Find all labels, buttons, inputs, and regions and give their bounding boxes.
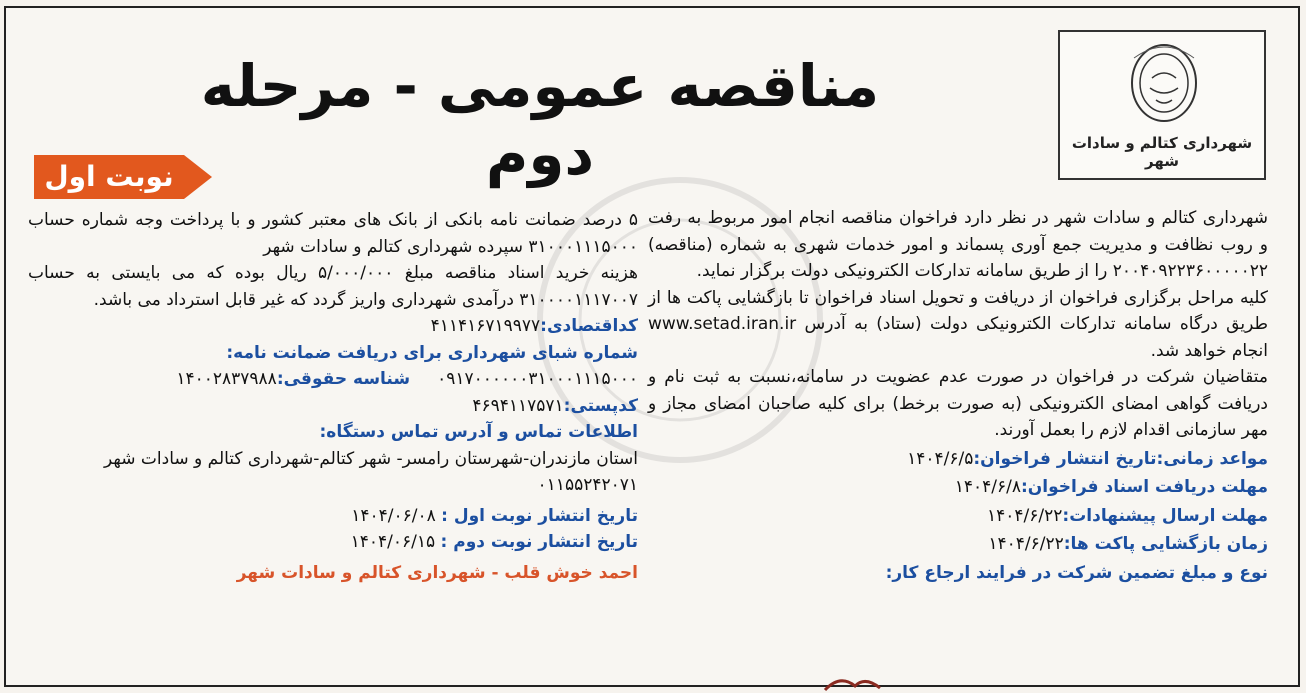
postal-code-label: کدپستی: (563, 395, 638, 416)
document-fee-paragraph: هزینه خرید اسناد مناقصه مبلغ ۵/۰۰۰/۰۰۰ ریال بوده که می بایستی به حساب ۳۱۰۰۰۰۱۱۱۷۰۰۷ درآمدی شهرداری واریز گردد که غیر قابل استرداد می باشد. (28, 263, 638, 310)
schedule-label: زمان بازگشایی پاکت ها: (1063, 534, 1268, 554)
postal-code-value: ۴۶۹۴۱۱۷۵۷۱ (472, 395, 564, 416)
schedule-item (648, 531, 1268, 558)
schedule-value: ۱۴۰۴/۶/۲۲ (987, 505, 1063, 526)
national-id-label: شناسه حقوقی: (276, 369, 411, 389)
page-title: مناقصه عمومی - مرحله دوم (200, 52, 880, 188)
schedule-item (648, 474, 1268, 501)
publish-first-row (28, 503, 638, 530)
address-text: استان مازندران-شهرستان رامسر- شهر کتالم-شهرداری کتالم و سادات شهر (104, 448, 638, 469)
right-column (648, 205, 1268, 586)
process-paragraph (648, 285, 1268, 365)
schedule-value: ۱۴۰۴/۶/۲۲ (988, 534, 1064, 554)
handwritten-mark-icon (820, 672, 890, 692)
guarantee-heading: نوع و مبلغ تضمین شرکت در فرایند ارجاع کار: (885, 562, 1268, 583)
schedule-value: ۱۴۰۴/۶/۸ (954, 477, 1021, 497)
contact-heading: اطلاعات تماس و آدرس تماس دستگاه: (319, 422, 638, 442)
economic-code-label: کداقتصادی: (540, 316, 638, 336)
schedule-label: مواعد زمانی:تاریخ انتشار فراخوان: (973, 448, 1268, 469)
economic-code-value: ۴۱۱۴۱۶۷۱۹۹۷۷ (430, 316, 541, 336)
guarantee-paragraph: ۵ درصد ضمانت نامه بانکی از بانک های معتبر کشور و با پرداخت وجه شماره حساب ۳۱۰۰۰۱۱۱۵۰۰۰ سپرده شهرداری کتالم و سادات شهر (28, 210, 638, 257)
schedule-list (648, 446, 1268, 587)
registration-paragraph: متقاضیان شرکت در فراخوان در صورت عدم عضویت در سامانه،نسبت به ثبت نام و دریافت گواهی امضای الکترونیکی (به صورت برخط) برای کلیه صاحبان امضای مجاز و مهر سازمانی اقدام لازم را بعمل آورند. (648, 367, 1268, 440)
national-id-value: ۱۴۰۰۲۸۳۷۹۸۸ (176, 369, 277, 389)
economic-code-row (28, 313, 638, 340)
logo-caption: شهرداری کتالم و سادات شهر (1071, 134, 1253, 170)
left-column (28, 207, 638, 586)
process-text-end: انجام خواهد شد. (1150, 340, 1268, 361)
postal-code-row (28, 393, 638, 420)
schedule-item (648, 446, 1268, 473)
municipality-logo (1058, 30, 1266, 180)
schedule-label: مهلت دریافت اسناد فراخوان: (1020, 477, 1268, 497)
sheba-row (28, 366, 638, 393)
publish-second-value: ۱۴۰۴/۰۶/۱۵ (350, 532, 436, 552)
sheba-value: ۰۹۱۷۰۰۰۰۰۰۳۱۰۰۰۱۱۱۵۰۰۰ (437, 369, 638, 389)
signature: احمد خوش قلب - شهرداری کتالم و سادات شهر (236, 562, 638, 583)
sheba-label: شماره شبای شهرداری برای دریافت ضمانت نامه: (226, 342, 638, 363)
setad-link[interactable]: www.setad.iran.ir (648, 314, 797, 334)
publish-second-row (28, 529, 638, 556)
announcement-paragraph: شهرداری کتالم و سادات شهر در نظر دارد فراخوان مناقصه انجام امور مربوط به رفت و روب نظافت و مدیریت جمع آوری پسماند و امور خدمات شهری به شماره (مناقصه) ۲۰۰۴۰۹۲۲۳۶۰۰۰۰۰۲۲ را از طریق سامانه تدارکات الکترونیکی دولت برگزار نماید. (648, 208, 1268, 281)
round-badge: نوبت اول (34, 155, 184, 199)
process-text: کلیه مراحل برگزاری فراخوان از دریافت و تحویل اسناد فراخوان تا بازگشایی پاکت ها از طریق درگاه سامانه تدارکات الکترونیکی دولت (ستاد) به آدرس (648, 287, 1269, 334)
schedule-value: ۱۴۰۴/۶/۵ (907, 448, 974, 469)
phone-number: ۰۱۱۵۵۲۴۲۰۷۱ (537, 475, 638, 495)
schedule-label: مهلت ارسال پیشنهادات: (1062, 505, 1268, 526)
publish-second-label: تاریخ انتشار نوبت دوم : (440, 532, 638, 552)
publish-first-value: ۱۴۰۴/۰۶/۰۸ (351, 505, 436, 526)
publish-first-label: تاریخ انتشار نوبت اول : (441, 505, 638, 526)
schedule-item (648, 503, 1268, 530)
seal-icon (1124, 38, 1204, 133)
